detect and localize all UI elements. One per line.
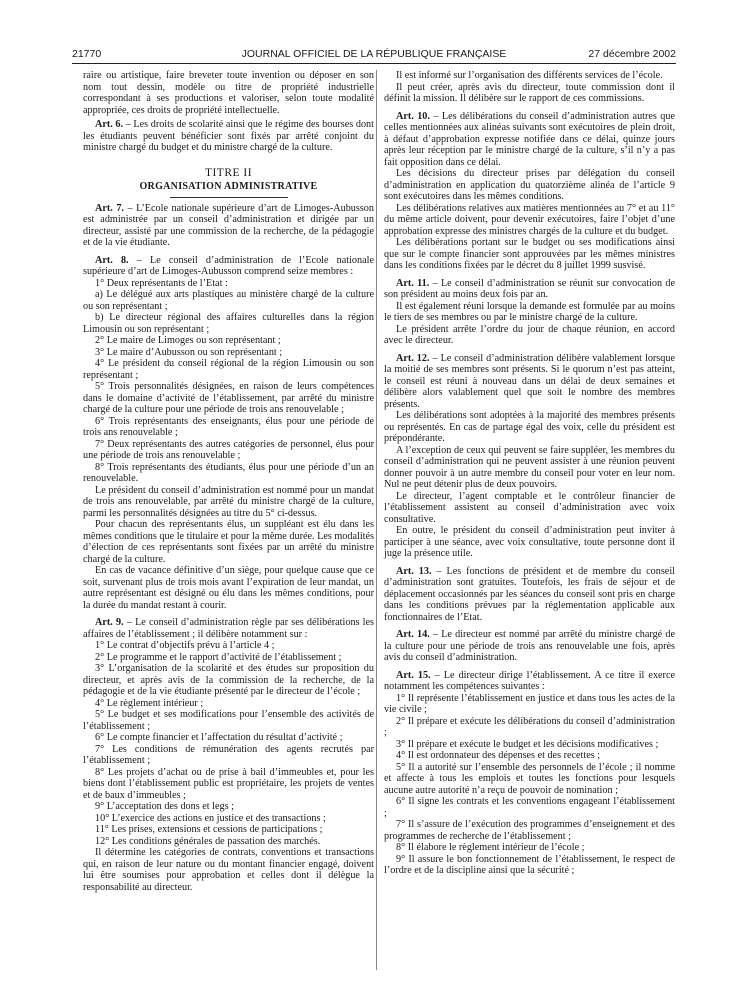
list-item: 4° Il est ordonnateur des dépenses et des recettes ;: [396, 750, 601, 761]
paragraph: Il peut créer, après avis du directeur, toute commission dont il définit la mission. Il délibère sur le rapport de ces commissions.: [384, 81, 675, 104]
list-item: 2° Il prépare et exécute les délibérations du conseil d’administration ;: [384, 715, 675, 738]
paragraph: Il est également réuni lorsque la demande est formulée par au moins le tiers de ses membres ou par le ministre chargé de la culture.: [384, 300, 675, 323]
list-item: 3° Il prépare et exécute le budget et les décisions modificatives ;: [396, 738, 659, 750]
article-14: [384, 629, 675, 664]
article-text: – Le conseil d’administration se réunit sur convocation de son président au moins deux fois par an.: [384, 277, 675, 300]
page-number: 21770: [72, 48, 102, 60]
article-6: [83, 119, 374, 154]
right-column: [384, 70, 675, 877]
section-title: TITRE II: [204, 166, 253, 179]
list-item: a) Le délégué aux arts plastiques au ministère chargé de la culture ou son représentant ;: [83, 289, 374, 312]
article-label: Art. 13.: [396, 565, 432, 577]
header-rule: [72, 63, 676, 64]
article-8: [83, 255, 374, 278]
article-text: – Le directeur est nommé par arrêté du ministre chargé de la culture pour une période de trois ans renouvelable une fois, après avis du conseil d’administration.: [384, 629, 675, 663]
article-label: Art. 6.: [95, 119, 124, 130]
list-item: 6° Il signe les contrats et les conventions engageant l’établissement ;: [384, 796, 675, 819]
list-item: 3° L’organisation de la scolarité et des études sur proposition du directeur, et après avis de la commission de la recherche, de la pédagogie et de la vie étudiante présenté par le directeur de l’école ;: [83, 663, 374, 697]
paragraph: Les décisions du directeur prises par délégation du conseil d’administration en application du quatorzième alinéa de l’article 9 sont exécutoires dans les mêmes conditions.: [384, 168, 675, 202]
list-item: 5° Il a autorité sur l’ensemble des personnels de l’école ; il nomme et affecte à tous les emplois et toutes les fonctions pour lesquels aucune autre autorité n’a reçu de pouvoir de nomination ;: [384, 761, 675, 796]
article-15: [384, 670, 675, 693]
article-12: [384, 353, 675, 411]
list-item: 1° Le contrat d’objectifs prévu à l’article 4 ;: [95, 640, 275, 651]
section-subtitle: ORGANISATION ADMINISTRATIVE: [139, 181, 318, 192]
article-text: – Le conseil d’administration délibère valablement lorsque la moitié de ses membres sont présents. Si le quorum n’est pas atteint, le conseil est réuni à nouveau dans un délai de deux semaines et délibère alors valablement quel que soit le nombre des membres présents.: [384, 352, 675, 410]
paragraph: En outre, le président du conseil d’administration peut inviter à participer à une séance, avec voix consultative, toute personne dont il juge la présence utile.: [384, 525, 675, 559]
subtitle-rule: [170, 197, 288, 198]
list-item: 5° Trois personnalités désignées, en raison de leurs compétences dans le domaine d’activité de l’établissement, par arrêté du ministre chargé de la culture pour une période de trois ans renouvelable ;: [83, 381, 374, 415]
article-13: [384, 566, 675, 624]
left-column: [83, 70, 374, 893]
article-text: – Les fonctions de président et de membre du conseil d’administration sont gratuites. Toutefois, les frais de séjour et de déplacement occasionnés par les séances du conseil sont pris en charge dans les conditions prévues par la réglementation applicable aux fonctionnaires de l’Etat.: [384, 565, 675, 623]
column-divider: [376, 70, 377, 970]
list-item: 8° Les projets d’achat ou de prise à bail d’immeubles et, pour les biens dont l’établissement public est propriétaire, les projets de ventes et de baux d’immeubles ;: [83, 766, 374, 801]
list-item: 5° Le budget et ses modifications pour l’ensemble des activités de l’établissement ;: [83, 709, 374, 732]
paragraph: raire ou artistique, faire breveter toute invention ou déposer en son nom tout dessin, modèle ou titre de propriété industrielle correspondant à ses productions et valoriser, selon toute modalité appropriée, ces droits de propriété intellectuelle.: [83, 70, 374, 116]
article-text: – Les délibérations du conseil d’administration autres que celles mentionnées aux alinéas suivants sont exécutoires de plein droit, à défaut d’approbation expresse notifiée dans ce délai, quinze jours après leur réception par le ministre chargé de la culture, s’il n’y a pas fait opposition dans ce délai.: [384, 110, 675, 168]
list-item: 6° Le compte financier et l’affectation du résultat d’activité ;: [95, 732, 343, 743]
paragraph: Pour chacun des représentants élus, un suppléant est élu dans les mêmes conditions que le titulaire et pour la même durée. Les modalités d’élection de ces représentants sont fixées par un arrêté du ministre chargé de la culture.: [83, 519, 374, 565]
list-item: b) Le directeur régional des affaires culturelles dans la région Limousin ou son représentant ;: [83, 312, 374, 335]
list-item: 4° Le président du conseil régional de la région Limousin ou son représentant ;: [83, 358, 374, 381]
list-item: 8° Trois représentants des étudiants, élus pour une période d’un an renouvelable.: [83, 461, 374, 484]
list-item: 6° Trois représentants des enseignants, élus pour une période de trois ans renouvelable ;: [83, 415, 374, 438]
list-item: 7° Il s’assure de l’exécution des programmes d’enseignement et des programmes de recherche de l’établissement ;: [384, 819, 675, 842]
article-label: Art. 14.: [396, 629, 430, 640]
article-text: – Le conseil d’administration de l’Ecole nationale supérieure d’art de Limoges-Aubusson comprend seize membres :: [83, 254, 374, 277]
article-text: – Le conseil d’administration règle par ses délibérations les affaires de l’établissement ; il délibère notamment sur :: [83, 617, 374, 640]
list-item: 4° Le règlement intérieur ;: [95, 697, 204, 709]
paragraph: Le président du conseil d’administration est nommé pour un mandat de trois ans renouvelable, par arrêté du ministre chargé de la culture, parmi les personnalités désignées au titre du 5° ci-dessus.: [83, 484, 374, 519]
list-item: 9° L’acceptation des dons et legs ;: [95, 801, 234, 812]
article-11: [384, 278, 675, 301]
list-item: 2° Le maire de Limoges ou son représentant ;: [95, 335, 281, 346]
article-text: – Le directeur dirige l’établissement. A ce titre il exerce notamment les compétences suivantes :: [384, 669, 675, 692]
paragraph: Il est informé sur l’organisation des différents services de l’école.: [396, 70, 663, 81]
list-item: 7° Les conditions de rémunération des agents recrutés par l’établissement ;: [83, 743, 374, 766]
article-10: [384, 111, 675, 169]
list-item: 7° Deux représentants des autres catégories de personnel, élus pour une période de trois ans renouvelable ;: [83, 438, 374, 461]
page-header: [72, 48, 676, 62]
paragraph: Les délibérations portant sur le budget ou ses modifications ainsi que sur le compte financier sont approuvées par les mêmes ministres dans les conditions fixées par le décret du 8 juillet 1999 susvisé.: [384, 237, 675, 271]
issue-date: 27 décembre 2002: [588, 48, 676, 60]
article-text: – Les droits de scolarité ainsi que le régime des bourses dont les étudiants peuvent bénéficier sont fixés par arrêté conjoint du ministre chargé du budget et du ministre chargé de la culture.: [83, 119, 374, 153]
article-text: – L’Ecole nationale supérieure d’art de Limoges-Aubusson est administrée par un conseil d’administration et dirigée par un directeur, assisté par une commission de la recherche, de la pédagogie et de la vie étudiante.: [83, 202, 374, 248]
paragraph: Le président arrête l’ordre du jour de chaque réunion, en accord avec le directeur.: [384, 323, 675, 346]
paragraph: Les délibérations relatives aux matières mentionnées au 7° et au 11° du même article doivent, pour devenir exécutoires, faire l’objet d’une approbation expresse des ministres chargés de la culture et du budget.: [384, 202, 675, 237]
list-item: 11° Les prises, extensions et cessions de participations ;: [95, 824, 323, 835]
list-item: 8° Il élabore le règlement intérieur de l’école ;: [396, 842, 585, 853]
article-label: Art. 7.: [95, 202, 124, 214]
paragraph: Il détermine les catégories de contrats, conventions et transactions qui, en raison de leur nature ou du montant financier engagé, doivent lui être soumises pour approbation et celles dont il délègue la responsabilité au directeur.: [83, 847, 374, 893]
list-item: 2° Le programme et le rapport d’activité de l’établissement ;: [95, 651, 342, 663]
article-9: [83, 617, 374, 640]
list-item: 3° Le maire d’Aubusson ou son représentant ;: [95, 346, 283, 358]
list-item: 1° Il représente l’établissement en justice et dans tous les actes de la vie civile ;: [384, 692, 675, 715]
article-label: Art. 9.: [95, 617, 124, 628]
paragraph: A l’exception de ceux qui peuvent se faire suppléer, les membres du conseil d’administration qui ne peuvent assister à une réunion peuvent donner pouvoir à un autre membre du conseil pour voter en leur nom. Nul ne peut détenir plus de deux pouvoirs.: [384, 444, 675, 490]
paragraph: Le directeur, l’agent comptable et le contrôleur financier de l’établissement assistent au conseil d’administration avec voix consultative.: [384, 490, 675, 525]
article-label: Art. 11.: [396, 277, 430, 289]
list-item: 12° Les conditions générales de passation des marchés.: [95, 835, 321, 847]
article-7: [83, 203, 374, 249]
paragraph: Les délibérations sont adoptées à la majorité des membres présents ou représentés. En cas de partage égal des voix, celle du président est prépondérante.: [384, 410, 675, 444]
journal-title: JOURNAL OFFICIEL DE LA RÉPUBLIQUE FRANÇAISE: [241, 48, 507, 60]
article-label: Art. 15.: [396, 669, 431, 681]
paragraph: En cas de vacance définitive d’un siège, pour quelque cause que ce soit, survenant plus de trois mois avant l’expiration de leur mandat, un autre représentant est désigné ou élu dans les mêmes conditions, pour la durée du mandat restant à courir.: [83, 565, 374, 611]
article-label: Art. 8.: [95, 254, 129, 266]
list-item: 9° Il assure le bon fonctionnement de l’établissement, le respect de l’ordre et de la discipline ainsi que la sécurité ;: [384, 853, 675, 876]
article-label: Art. 10.: [396, 110, 430, 122]
article-label: Art. 12.: [396, 352, 430, 364]
list-item: 1° Deux représentants de l’Etat :: [95, 277, 228, 289]
list-item: 10° L’exercice des actions en justice et des transactions ;: [95, 812, 326, 824]
